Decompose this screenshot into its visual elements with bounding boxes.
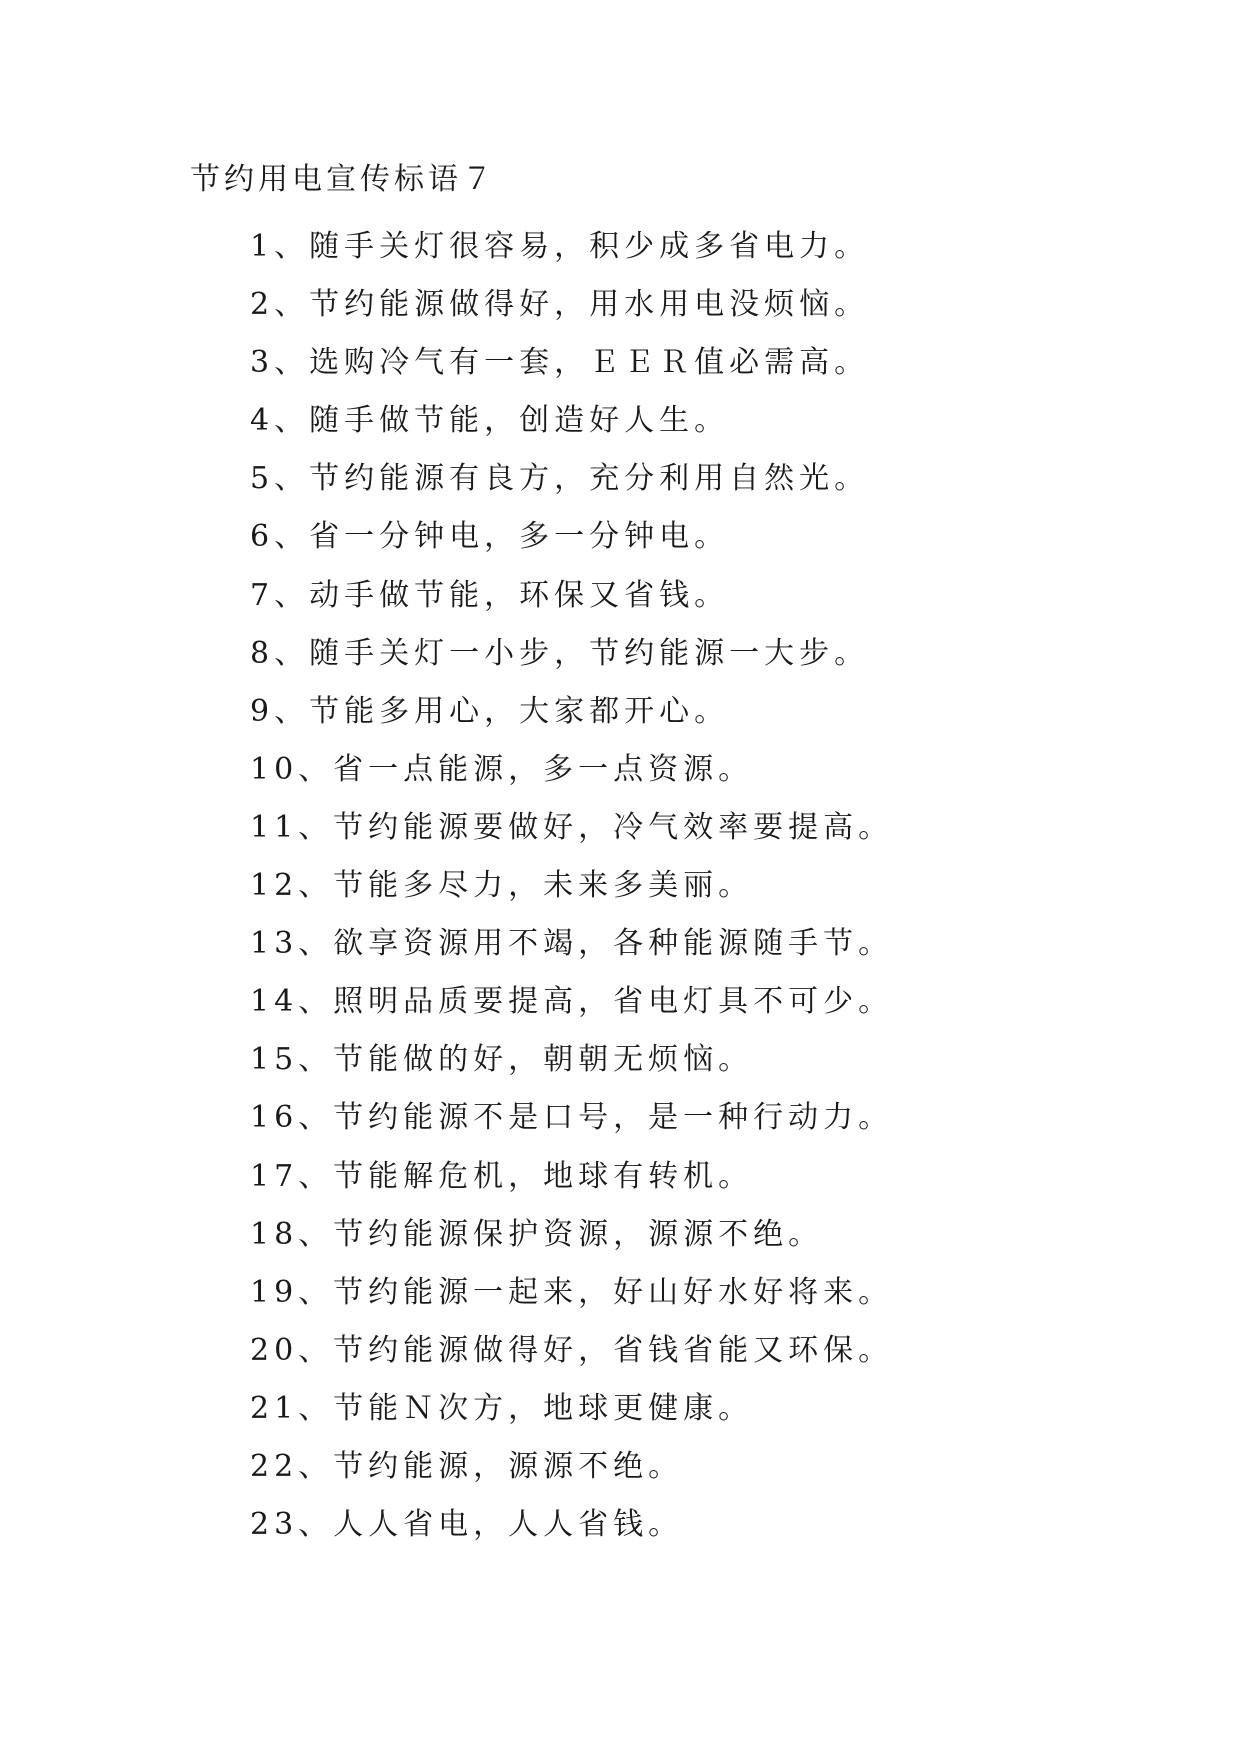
list-item: 17、节能解危机，地球有转机。: [250, 1158, 754, 1194]
list-item: 5、节约能源有良方，充分利用自然光。: [250, 461, 870, 497]
list-item: 10、省一点能源，多一点资源。: [250, 751, 754, 787]
list-item: 12、节能多尽力，未来多美丽。: [250, 868, 754, 904]
list-item: 23、人人省电，人人省钱。: [250, 1507, 684, 1543]
list-item: 9、节能多用心，大家都开心。: [250, 693, 730, 729]
list-item: 16、节约能源不是口号，是一种行动力。: [250, 1100, 894, 1136]
list-item: 13、欲享资源用不竭，各种能源随手节。: [250, 926, 894, 962]
list-item: 1、随手关灯很容易，积少成多省电力。: [250, 229, 870, 264]
slogan-list: [250, 218, 893, 1554]
list-item: 11、节约能源要做好，冷气效率要提高。: [250, 809, 894, 845]
list-item: 22、节约能源，源源不绝。: [250, 1448, 684, 1484]
list-item: 8、随手关灯一小步，节约能源一大步。: [250, 635, 870, 671]
list-item: 20、节约能源做得好，省钱省能又环保。: [250, 1332, 894, 1368]
list-item: 15、节能做的好，朝朝无烦恼。: [250, 1042, 754, 1078]
list-item: 21、节能Ｎ次方，地球更健康。: [250, 1390, 754, 1426]
list-item: 19、节约能源一起来，好山好水好将来。: [250, 1274, 894, 1310]
list-item: 14、照明品质要提高，省电灯具不可少。: [250, 984, 894, 1020]
list-item: 7、动手做节能，环保又省钱。: [250, 577, 730, 613]
list-item: 2、节约能源做得好，用水用电没烦恼。: [250, 287, 870, 323]
document-title: 节约用电宣传标语７: [190, 162, 496, 197]
list-item: 18、节约能源保护资源，源源不绝。: [250, 1216, 824, 1252]
list-item: 4、随手做节能，创造好人生。: [250, 403, 730, 439]
list-item: 3、选购冷气有一套，ＥＥＲ值必需高。: [250, 345, 870, 381]
list-item: 6、省一分钟电，多一分钟电。: [250, 519, 730, 555]
